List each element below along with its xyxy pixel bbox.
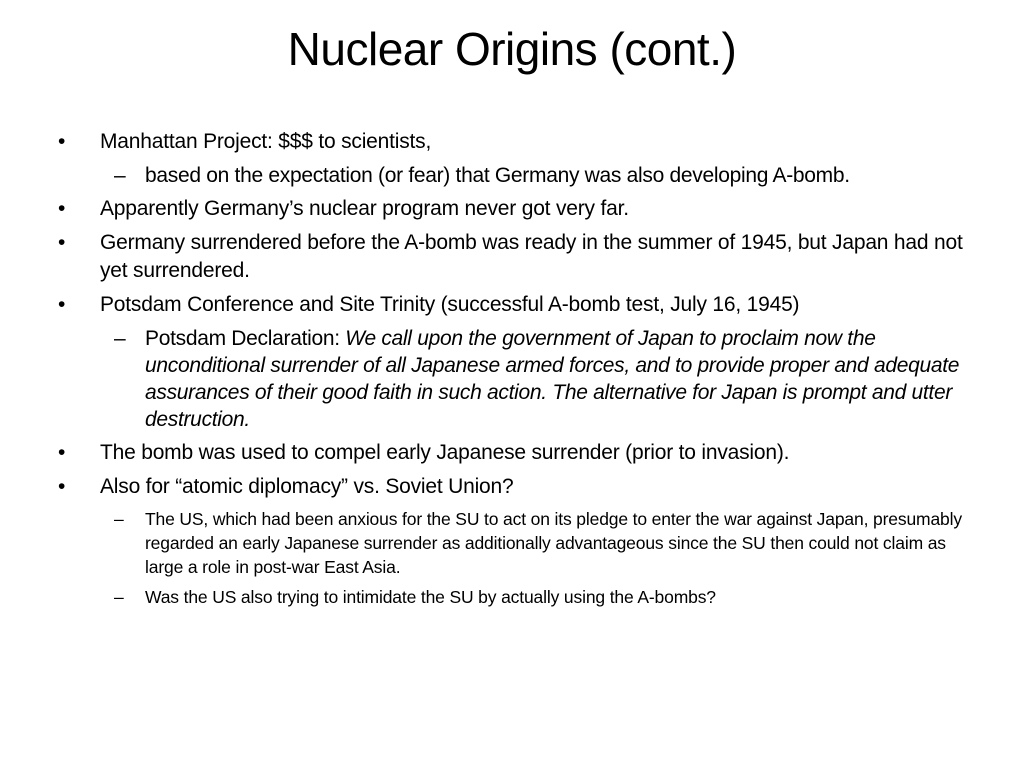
sub-bullet-item	[58, 162, 988, 189]
sub-bullet-text: Was the US also trying to intimidate the SU by actually using the A-bombs?	[145, 587, 716, 607]
bullet-text: The bomb was used to compel early Japanese surrender (prior to invasion).	[100, 441, 790, 464]
slide-body	[58, 128, 988, 615]
bullet-item	[58, 195, 988, 223]
bullet-item	[58, 229, 988, 285]
bullet-text: Potsdam Conference and Site Trinity (successful A-bomb test, July 16, 1945)	[100, 293, 800, 316]
bullet-marker: •	[58, 441, 66, 464]
sub-bullet-item	[58, 507, 988, 579]
bullet-text: Apparently Germany’s nuclear program never got very far.	[100, 197, 629, 220]
slide-title: Nuclear Origins (cont.)	[287, 23, 737, 75]
bullet-text: Germany surrendered before the A-bomb was ready in the summer of 1945, but Japan had not yet surrendered.	[100, 231, 963, 282]
bullet-item	[58, 439, 988, 467]
bullet-text: Also for “atomic diplomacy” vs. Soviet Union?	[100, 475, 514, 498]
declaration-quote: We call upon the government of Japan to proclaim now the unconditional surrender of all Japanese armed forces, and to provide proper and adequate assurances of their good faith in such action. The alternative for Japan is prompt and utter destruction.	[145, 327, 960, 431]
bullet-item	[58, 128, 988, 156]
declaration-label: Potsdam Declaration:	[145, 327, 346, 350]
sub-bullet-item	[58, 325, 988, 433]
bullet-marker: •	[58, 231, 66, 254]
bullet-marker: •	[58, 197, 66, 220]
bullet-marker: •	[58, 293, 66, 316]
dash-marker: –	[114, 327, 126, 350]
sub-bullet-text: The US, which had been anxious for the SU to act on its pledge to enter the war against Japan, presumably regarded an early Japanese surrender as additionally advantageous since the SU then could not claim as large a role in post-war East Asia.	[145, 509, 962, 577]
dash-marker: –	[114, 587, 124, 607]
bullet-marker: •	[58, 130, 66, 153]
sub-bullet-item	[58, 585, 988, 609]
bullet-item	[58, 291, 988, 319]
dash-marker: –	[114, 509, 124, 529]
bullet-item	[58, 473, 988, 501]
dash-marker: –	[114, 164, 126, 187]
bullet-text: Manhattan Project: $$$ to scientists,	[100, 130, 432, 153]
sub-bullet-text: based on the expectation (or fear) that Germany was also developing A-bomb.	[145, 164, 850, 187]
bullet-marker: •	[58, 475, 66, 498]
